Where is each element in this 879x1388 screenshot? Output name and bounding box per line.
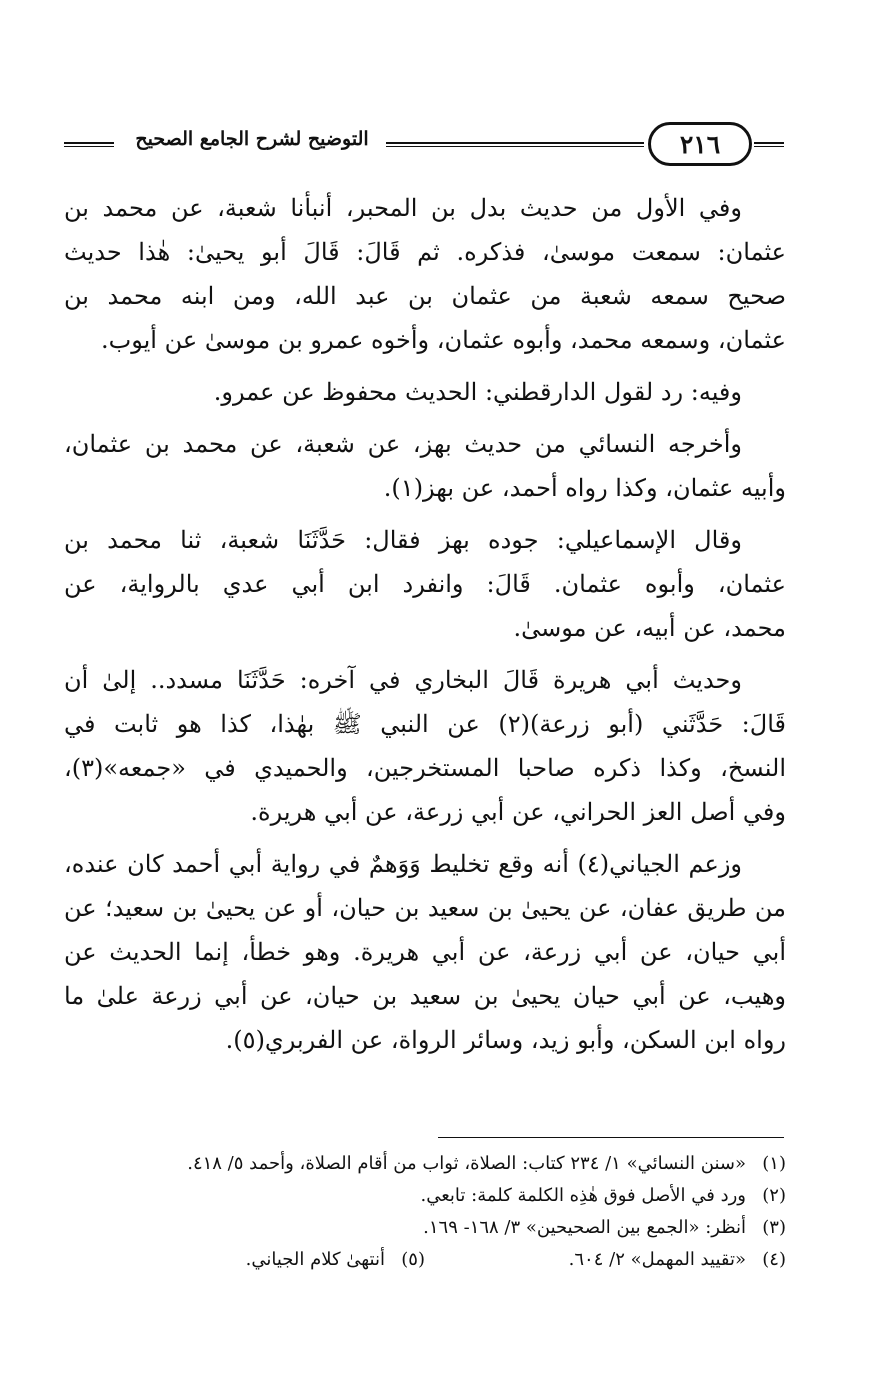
text-line: وزعم الجياني(٤) أنه وقع تخليط وَوَهمٌ في رواية أبي أحمد كان عنده، [64,850,742,878]
footnote-text: «تقييد المهمل» ٢/ ٦٠٤. [568,1249,746,1270]
page-header [64,122,784,170]
footnote [64,1180,786,1212]
footnotes [64,1148,786,1276]
header-rule-middle [386,142,644,147]
text-line: أبي حيان، عن أبي زرعة، عن أبي هريرة. وهو خطأ، إنما الحديث عن [64,938,786,966]
text-line: عثمان: سمعت موسىٰ، فذكره. ثم قَالَ: قَالَ أبو يحيىٰ: هٰذا حديث [64,238,786,266]
header-rule-right [754,142,784,147]
text-line: وهيب، عن أبي حيان يحيىٰ بن سعيد بن حيان، عن أبي زرعة علىٰ ما [64,982,786,1010]
footnote-number: (٣) [762,1217,786,1238]
footnote-number: (١) [762,1153,786,1174]
footnote [64,1244,425,1276]
text-line: وفي أصل العز الحراني، عن أبي زرعة، عن أبي هريرة. [250,798,786,826]
header-rule-left [64,142,114,147]
text-line: وحديث أبي هريرة قَالَ البخاري في آخره: حَدَّثَنَا مسدد.. إلىٰ أن [64,666,742,694]
footnote-row [64,1244,786,1276]
footnote [64,1148,786,1180]
footnote-text: «سنن النسائي» ١/ ٢٣٤ كتاب: الصلاة، ثواب من أقام الصلاة، وأحمد ٥/ ٤١٨. [187,1153,746,1174]
footnote-text: ورد في الأصل فوق هٰذِه الكلمة كلمة: تابعي. [420,1185,746,1206]
footnote-text: أنتهىٰ كلام الجياني. [245,1249,385,1270]
running-title: التوضيح لشرح الجامع الصحيح [135,128,369,150]
footnote-divider [438,1137,784,1138]
text-line: من طريق عفان، عن يحيىٰ بن سعيد بن حيان، أو عن يحيىٰ بن سعيد؛ عن [64,894,786,922]
text-line: محمد، عن أبيه، عن موسىٰ. [513,614,786,642]
text-line: عثمان، وسمعه محمد، وأبوه عثمان، وأخوه عمرو بن موسىٰ عن أيوب. [101,326,786,354]
text-line: قَالَ: حَدَّثَني (أبو زرعة)(٢) عن النبي ﷺ بهٰذا، كذا هو ثابت في [64,710,786,738]
text-line: النسخ، وكذا ذكره صاحبا المستخرجين، والحميدي في «جمعه»(٣)، [64,754,786,782]
footnote [64,1212,786,1244]
main-text [64,186,786,1062]
footnote-number: (٤) [762,1249,786,1270]
text-line: وأخرجه النسائي من حديث بهز، عن شعبة، عن محمد بن عثمان، [64,430,742,458]
footnote-number: (٢) [762,1185,786,1206]
text-line: وقال الإسماعيلي: جوده بهز فقال: حَدَّثَنَا شعبة، ثنا محمد بن [64,526,742,554]
text-line: وفيه: رد لقول الدارقطني: الحديث محفوظ عن عمرو. [213,378,742,406]
footnote-number: (٥) [401,1249,425,1270]
text-line: رواه ابن السكن، وأبو زيد، وسائر الرواة، عن الفربري(٥). [225,1026,786,1054]
page-number: ٢١٦ [648,122,752,166]
footnote-text: أنظر: «الجمع بين الصحيحين» ٣/ ١٦٨- ١٦٩. [423,1217,746,1238]
text-line: وأبيه عثمان، وكذا رواه أحمد، عن بهز(١). [383,474,786,502]
text-line: عثمان، وأبوه عثمان. قَالَ: وانفرد ابن أبي عدي بالرواية، عن [64,570,786,598]
text-line: صحيح سمعه شعبة من عثمان بن عبد الله، ومن ابنه محمد بن [64,282,786,310]
footnote [425,1244,786,1276]
text-line: وفي الأول من حديث بدل بن المحبر، أنبأنا شعبة، عن محمد بن [64,194,742,222]
